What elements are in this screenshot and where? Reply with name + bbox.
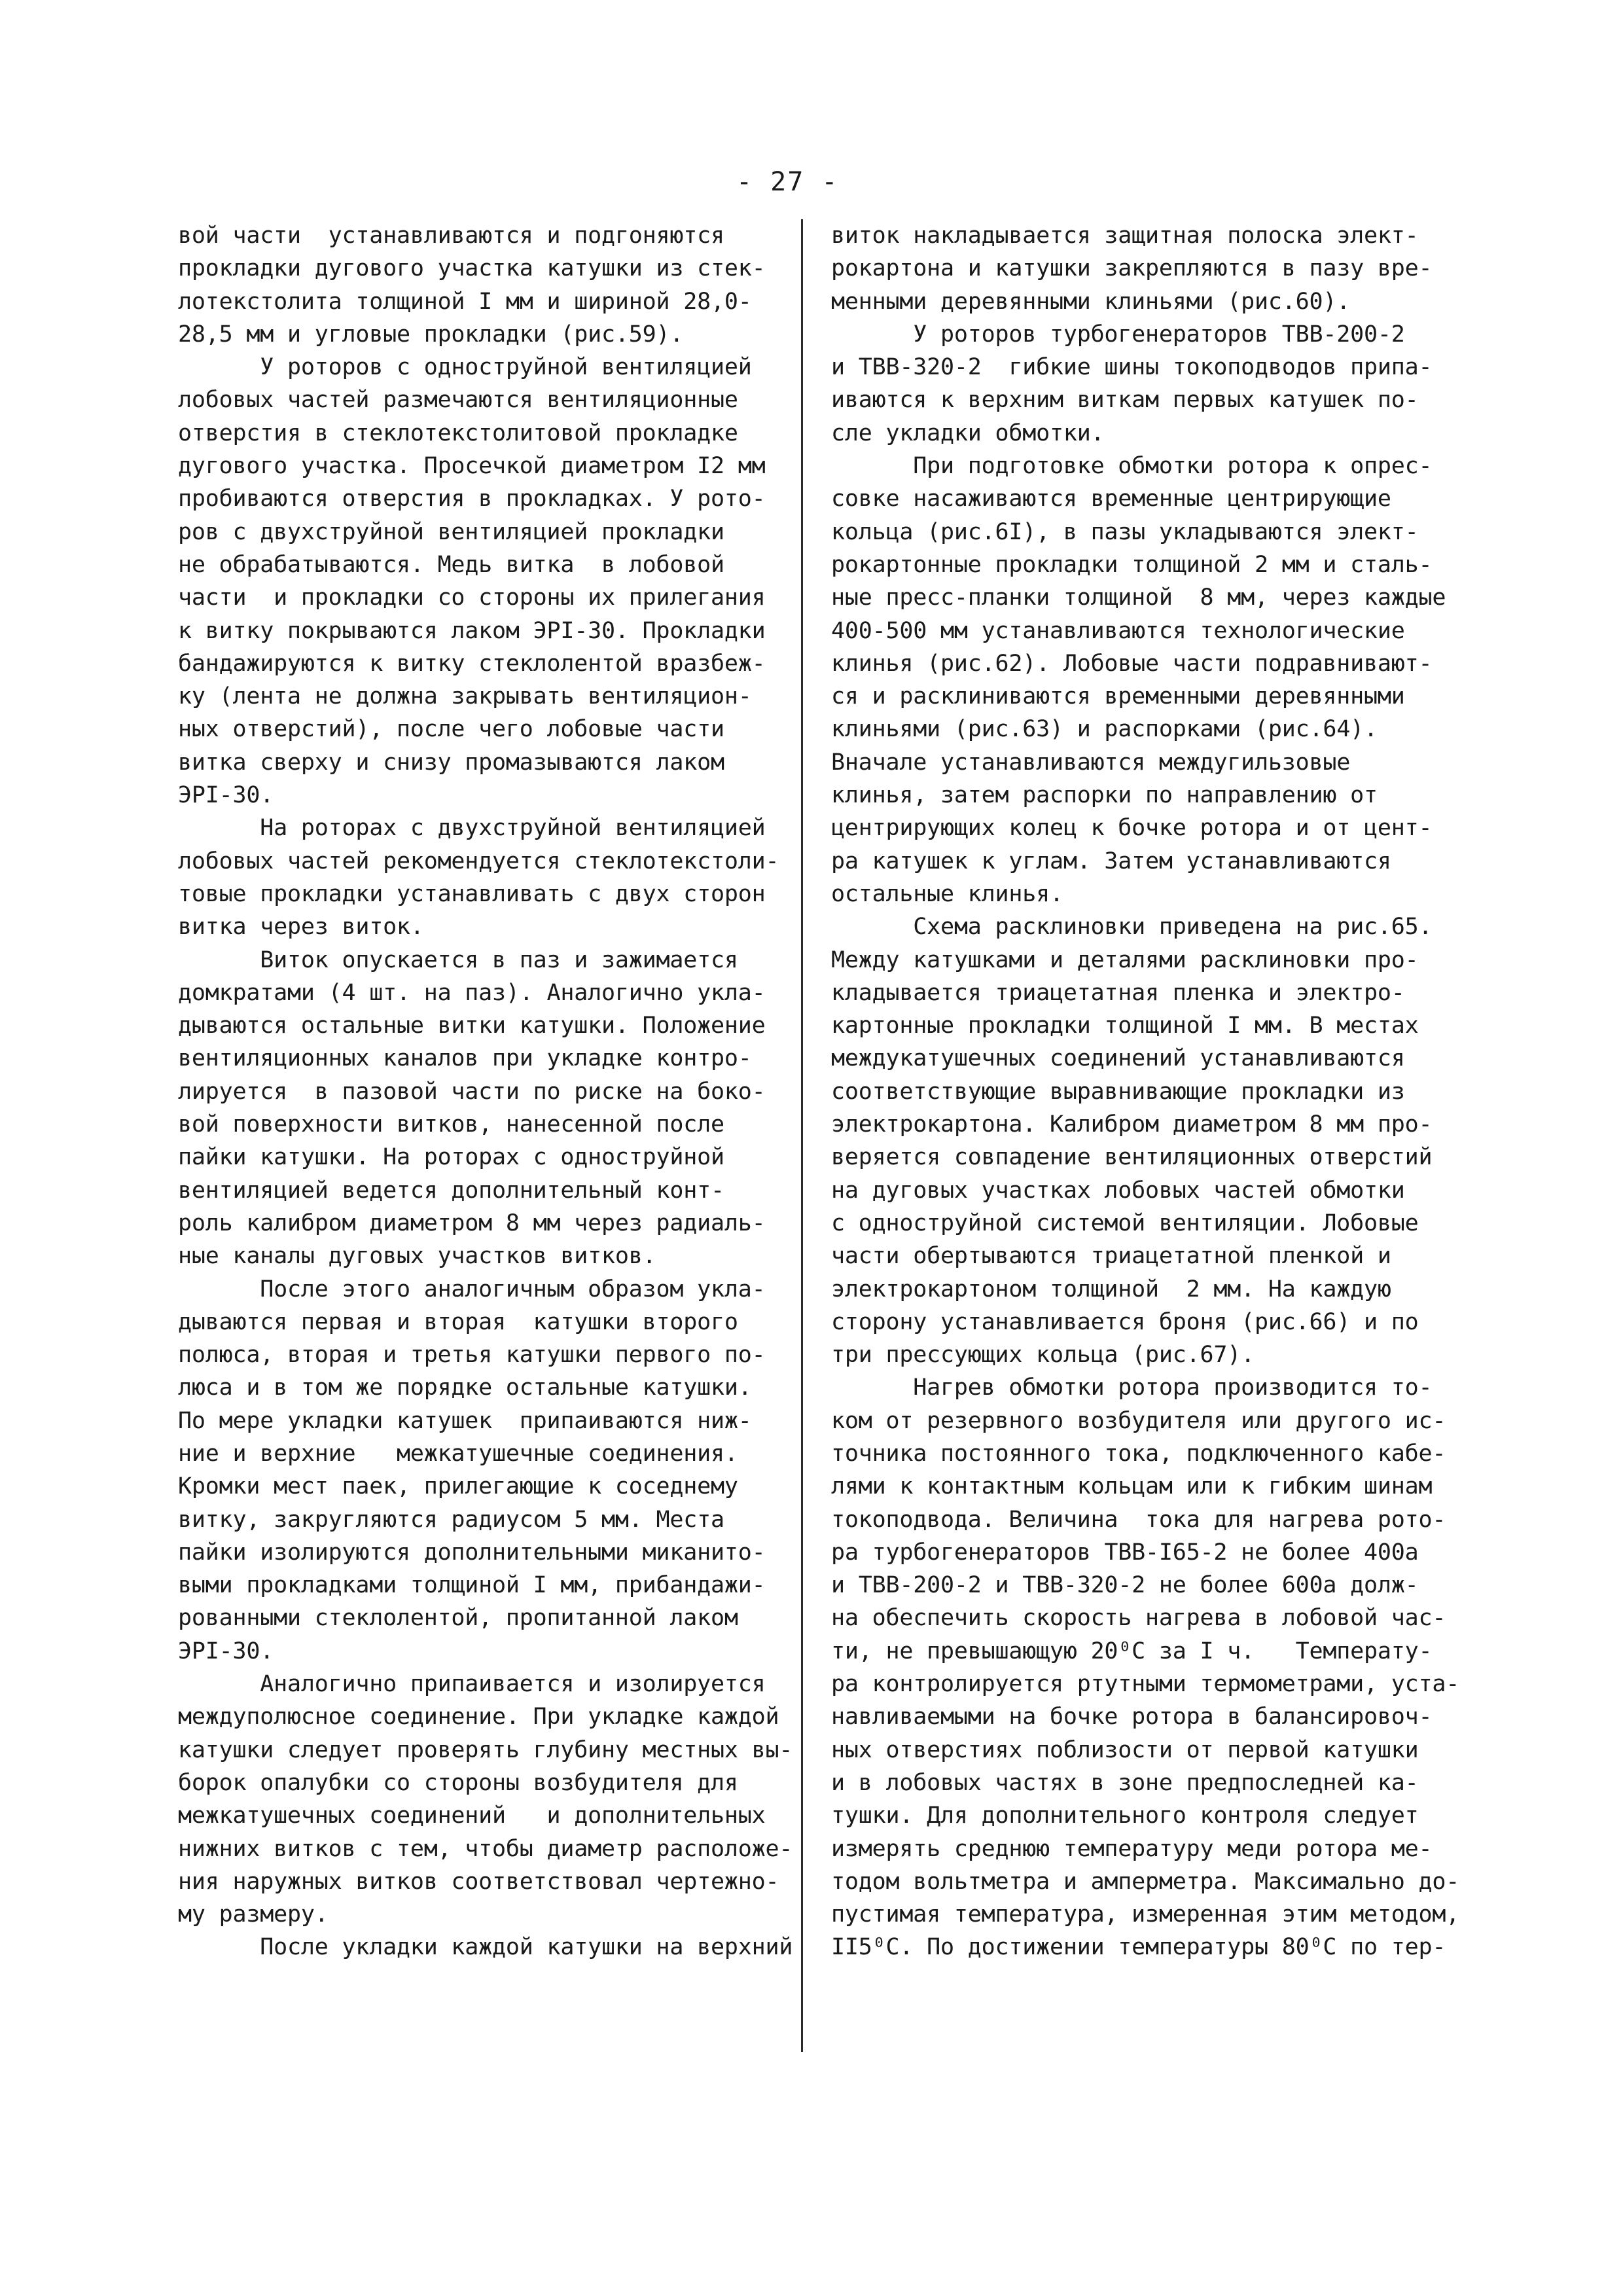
text-line: После укладки каждой катушки на верхний	[178, 1934, 793, 1961]
text-line: центрирующих колец к бочке ротора и от цент-	[831, 815, 1433, 842]
text-line: 400-500 мм устанавливаются технологические	[831, 617, 1405, 644]
text-line: пайки изолируются дополнительными миканито-	[178, 1539, 766, 1566]
text-line: не обрабатываются. Медь витка в лобовой	[178, 551, 724, 578]
text-line: ния наружных витков соответствовал чертежно-	[178, 1868, 779, 1895]
text-line: рокартонные прокладки толщиной 2 мм и сталь-	[831, 551, 1433, 578]
page-number: - 27 -	[736, 167, 839, 197]
text-line: на обеспечить скорость нагрева в лобовой час-	[831, 1605, 1446, 1632]
text-line: выми прокладками толщиной I мм, прибандажи-	[178, 1572, 766, 1599]
text-line: Виток опускается в паз и зажимается	[178, 946, 738, 973]
text-line: витку, закругляются радиусом 5 мм. Места	[178, 1506, 724, 1533]
text-line: сле укладки обмотки.	[831, 420, 1105, 446]
text-line: кладывается триацетатная пленка и электро-	[831, 979, 1405, 1006]
text-line: на дуговых участках лобовых частей обмотки	[831, 1177, 1405, 1204]
text-line: После этого аналогичным образом укла-	[178, 1276, 766, 1302]
text-line: Аналогично припаивается и изолируется	[178, 1671, 766, 1698]
text-line: Нагрев обмотки ротора производится то-	[831, 1374, 1433, 1401]
text-line: ку (лента не должна закрывать вентиляцион-	[178, 683, 752, 710]
text-line: совке насаживаются временные центрирующие	[831, 486, 1391, 512]
text-line: отверстия в стеклотекстолитовой прокладке	[178, 420, 738, 446]
text-line: соответствующие выравнивающие прокладки из	[831, 1078, 1405, 1105]
text-line: рокартона и катушки закрепляются в пазу вре-	[831, 255, 1433, 282]
text-line: межкатушечных соединений и дополнительных	[178, 1803, 766, 1829]
text-line: вентиляцией ведется дополнительный конт-	[178, 1177, 724, 1204]
text-line: му размеру.	[178, 1901, 329, 1928]
text-line: ные пресс-планки толщиной 8 мм, через каждые	[831, 584, 1446, 611]
column-divider	[801, 219, 803, 2052]
text-line: к витку покрываются лаком ЭРI-30. Прокладки	[178, 617, 766, 644]
text-line: катушки следует проверять глубину местных вы-	[178, 1736, 793, 1763]
text-line: ра турбогенераторов ТВВ-I65-2 не более 400а	[831, 1539, 1419, 1566]
left-text-column	[178, 219, 793, 1964]
text-line: ком от резервного возбудителя или другого ис-	[831, 1407, 1446, 1434]
text-line: ти, не превышающую 20⁰С за I ч. Температу-	[831, 1638, 1433, 1664]
text-line: дываются остальные витки катушки. Положение	[178, 1013, 766, 1039]
text-line: тодом вольтметра и амперметра. Максимально до-	[831, 1868, 1460, 1895]
text-line: междукатушечных соединений устанавливаются	[831, 1045, 1405, 1072]
text-line: ных отверстиях поблизости от первой катушки	[831, 1736, 1419, 1763]
text-line: ние и верхние межкатушечные соединения.	[178, 1440, 738, 1467]
text-line: тушки. Для дополнительного контроля следует	[831, 1803, 1419, 1829]
text-line: клинья, затем распорки по направлению от	[831, 782, 1378, 809]
text-line: части и прокладки со стороны их прилегания	[178, 584, 766, 611]
text-line: борок опалубки со стороны возбудителя для	[178, 1769, 738, 1796]
text-line: вой части устанавливаются и подгоняются	[178, 223, 724, 249]
text-line: кольца (рис.6I), в пазы укладываются элект-	[831, 518, 1419, 545]
text-line: виток накладывается защитная полоска элект-	[831, 223, 1419, 249]
text-line: точника постоянного тока, подключенного кабе-	[831, 1440, 1446, 1467]
text-line: ся и расклиниваются временными деревянными	[831, 683, 1405, 710]
text-line: Кромки мест паек, прилегающие к соседнему	[178, 1473, 738, 1500]
text-line: лобовых частей размечаются вентиляционные	[178, 387, 738, 414]
text-line: электрокартона. Калибром диаметром 8 мм про-	[831, 1111, 1433, 1138]
text-line: На роторах с двухструйной вентиляцией	[178, 815, 766, 842]
text-line: пустимая температура, измеренная этим методом,	[831, 1901, 1460, 1928]
text-line: и ТВВ-320-2 гибкие шины токоподводов припа-	[831, 354, 1433, 381]
text-line: При подготовке обмотки ротора к опрес-	[831, 453, 1433, 480]
text-line: ра катушек к углам. Затем устанавливаются	[831, 848, 1391, 874]
text-line: полюса, вторая и третья катушки первого по-	[178, 1342, 766, 1369]
text-line: лотекстолита толщиной I мм и шириной 28,0-	[178, 288, 752, 315]
text-line: бандажируются к витку стеклолентой вразбеж-	[178, 650, 766, 677]
text-line: люса и в том же порядке остальные катушки.	[178, 1374, 752, 1401]
text-line: лобовых частей рекомендуется стеклотекстоли-	[178, 848, 779, 874]
text-line: ные каналы дуговых участков витков.	[178, 1243, 656, 1270]
text-line: нижних витков с тем, чтобы диаметр расположе-	[178, 1835, 793, 1862]
text-line: домкратами (4 шт. на паз). Аналогично укла-	[178, 979, 766, 1006]
text-line: ров с двухструйной вентиляцией прокладки	[178, 518, 724, 545]
text-line: У роторов турбогенераторов ТВВ-200-2	[831, 321, 1405, 348]
text-line: три прессующих кольца (рис.67).	[831, 1342, 1255, 1369]
text-line: сторону устанавливается броня (рис.66) и по	[831, 1308, 1419, 1335]
text-line: Между катушками и деталями расклиновки про-	[831, 946, 1419, 973]
text-line: токоподвода. Величина тока для нагрева рото-	[831, 1506, 1446, 1533]
text-line: иваются к верхним виткам первых катушек по-	[831, 387, 1419, 414]
text-line: части обертываются триацетатной пленкой и	[831, 1243, 1391, 1270]
text-line: клиньями (рис.63) и распорками (рис.64).	[831, 716, 1378, 743]
text-line: и ТВВ-200-2 и ТВВ-320-2 не более 600а долж-	[831, 1572, 1419, 1599]
text-line: лями к контактным кольцам или к гибким шинам	[831, 1473, 1433, 1500]
text-line: измерять среднюю температуру меди ротора ме-	[831, 1835, 1433, 1862]
text-line: По мере укладки катушек припаиваются ниж-	[178, 1407, 752, 1434]
text-line: лируется в пазовой части по риске на боко-	[178, 1078, 766, 1105]
text-line: остальные клинья.	[831, 880, 1063, 907]
text-line: ЭРI-30.	[178, 1638, 274, 1664]
text-line: ных отверстий), после чего лобовые части	[178, 716, 724, 743]
text-line: дугового участка. Просечкой диаметром I2 мм	[178, 453, 766, 480]
text-line: рованными стеклолентой, пропитанной лаком	[178, 1605, 738, 1632]
text-line: электрокартоном толщиной 2 мм. На каждую	[831, 1276, 1391, 1302]
text-line: дываются первая и вторая катушки второго	[178, 1308, 738, 1335]
text-line: клинья (рис.62). Лобовые части подравнивают-	[831, 650, 1433, 677]
text-line: витка через виток.	[178, 914, 424, 941]
text-line: пробиваются отверстия в прокладках. У рото-	[178, 486, 766, 512]
text-line: У роторов с одноструйной вентиляцией	[178, 354, 752, 381]
text-line: вой поверхности витков, нанесенной после	[178, 1111, 724, 1138]
right-text-column	[831, 219, 1459, 1964]
text-line: картонные прокладки толщиной I мм. В местах	[831, 1013, 1419, 1039]
text-line: веряется совпадение вентиляционных отверстий	[831, 1144, 1433, 1171]
text-line: Вначале устанавливаются междугильзовые	[831, 749, 1351, 776]
text-line: роль калибром диаметром 8 мм через радиаль-	[178, 1210, 766, 1236]
text-line: прокладки дугового участка катушки из стек-	[178, 255, 766, 282]
text-line: 28,5 мм и угловые прокладки (рис.59).	[178, 321, 684, 348]
text-line: с одноструйной системой вентиляции. Лобовые	[831, 1210, 1419, 1236]
text-line: ЭРI-30.	[178, 782, 274, 809]
text-line: пайки катушки. На роторах с одноструйной	[178, 1144, 724, 1171]
text-line: и в лобовых частях в зоне предпоследней ка-	[831, 1769, 1419, 1796]
text-line: II5⁰С. По достижении температуры 80⁰С по тер-	[831, 1934, 1446, 1961]
text-line: витка сверху и снизу промазываются лаком	[178, 749, 724, 776]
text-line: вентиляционных каналов при укладке контро-	[178, 1045, 752, 1072]
text-line: товые прокладки устанавливать с двух сторон	[178, 880, 766, 907]
text-line: ра контролируется ртутными термометрами, уста-	[831, 1671, 1460, 1698]
text-line: навливаемыми на бочке ротора в балансировоч-	[831, 1704, 1433, 1731]
text-line: Схема расклиновки приведена на рис.65.	[831, 914, 1433, 941]
text-line: менными деревянными клиньями (рис.60).	[831, 288, 1351, 315]
text-line: междуполюсное соединение. При укладке каждой	[178, 1704, 779, 1731]
